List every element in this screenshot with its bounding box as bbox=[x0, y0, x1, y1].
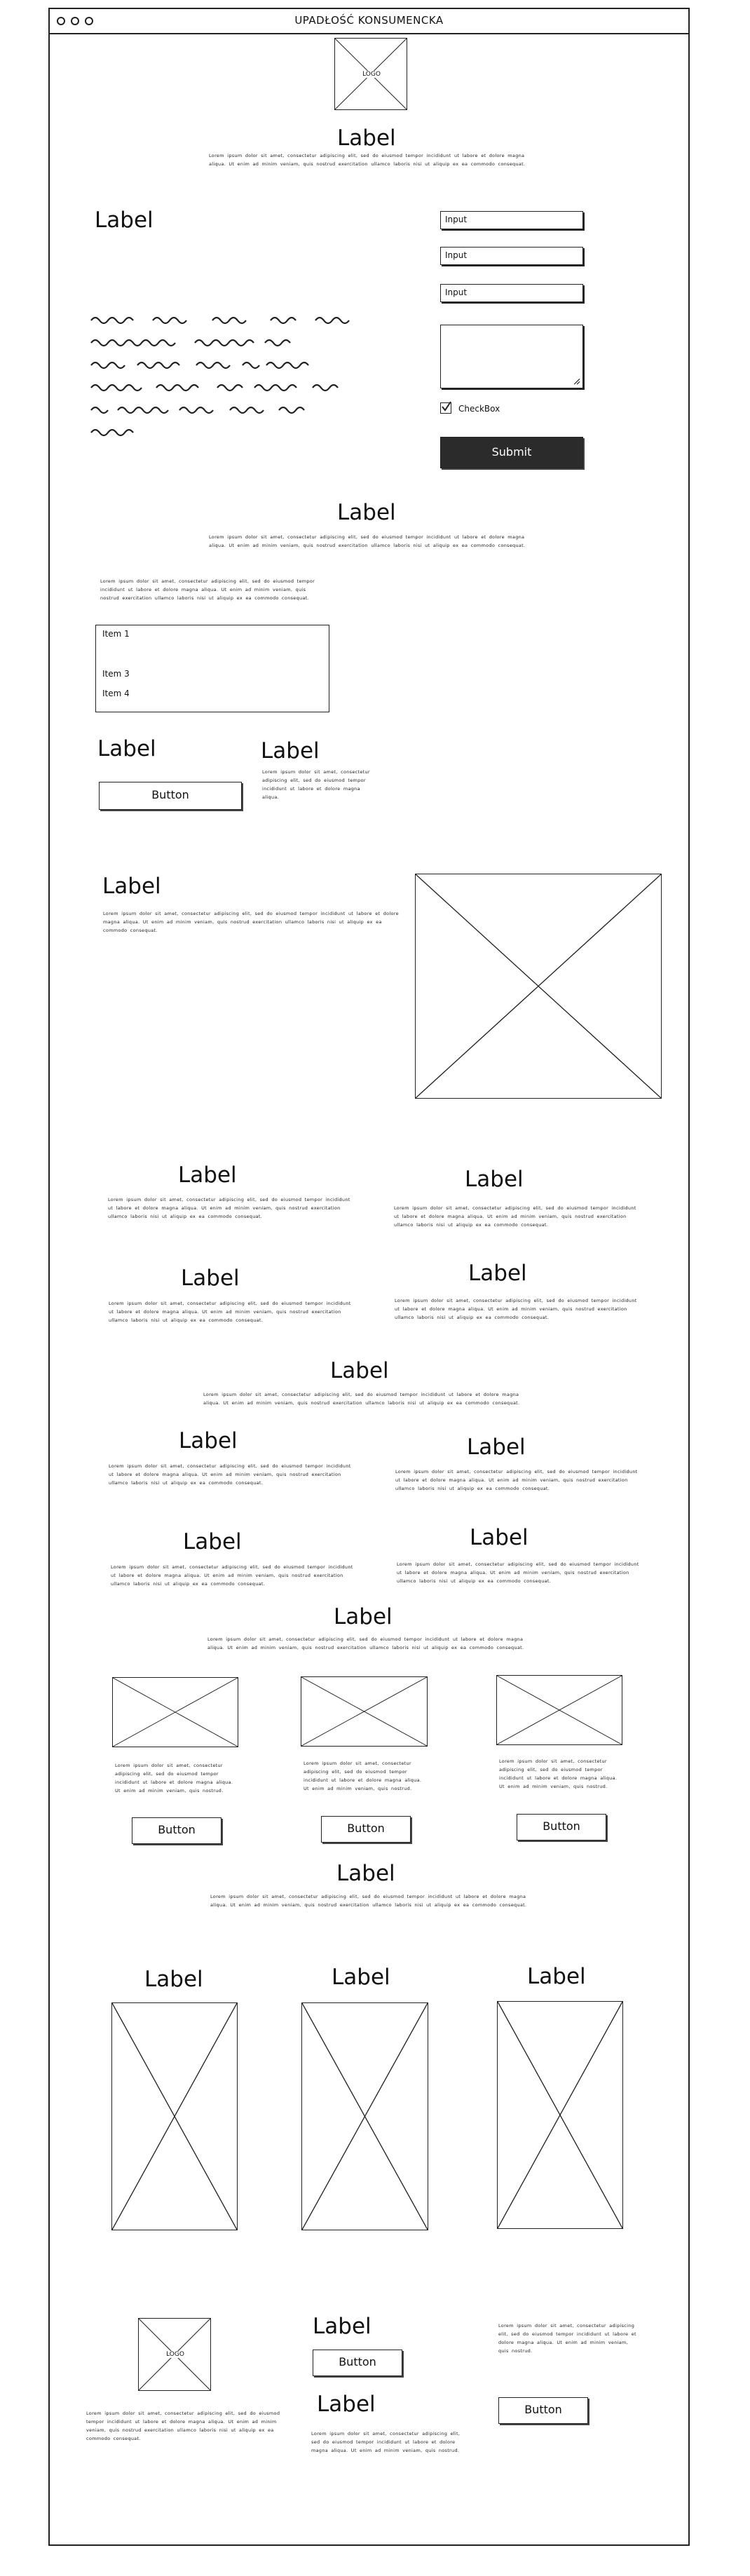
list-item[interactable]: Item 3 bbox=[102, 669, 130, 679]
grid-label: Label bbox=[178, 1162, 237, 1188]
grid-label: Label bbox=[468, 1261, 527, 1286]
grid-label: Label bbox=[179, 1428, 238, 1453]
logo-text: LOGO bbox=[361, 71, 382, 78]
grid-label: Label bbox=[470, 1525, 529, 1550]
gallery-section-text: Lorem ipsum dolor sit amet, consectetur adipiscing elit, sed do eiusmod tempor incididunt ut labore et dolore magna aliqua. Ut enim ad minim veniam, quis nostrud exercitation ullamco laboris nisi ut aliquip ex ea commodo consequat. bbox=[210, 1894, 527, 1908]
footer-text: Lorem ipsum dolor sit amet, consectetur adipiscing elit, sed do eiusmod tempor incididunt ut labore et dolore magna aliqua. Ut enim ad minim veniam, quis nostrud. bbox=[498, 2323, 636, 2354]
gallery-image-placeholder bbox=[301, 2002, 428, 2230]
scribbled-text bbox=[90, 312, 419, 445]
header-logo-placeholder bbox=[334, 38, 407, 110]
submit-button[interactable]: Submit bbox=[440, 437, 583, 468]
window-title: UPADŁOŚĆ KONSUMENCKA bbox=[294, 14, 444, 27]
form-input-1[interactable]: Input bbox=[440, 211, 583, 229]
footer-button[interactable]: Button bbox=[313, 2350, 402, 2376]
grid-text: Lorem ipsum dolor sit amet, consectetur adipiscing elit, sed do eiusmod tempor incididunt ut labore et dolore magna aliqua. Ut enim ad minim veniam, quis nostrud exercitation ullamco laboris nisi ut aliquip ex ea commodo consequat. bbox=[395, 1469, 638, 1491]
card-button[interactable]: Button bbox=[132, 1817, 221, 1844]
list-item[interactable]: Item 4 bbox=[102, 689, 130, 698]
form-checkbox[interactable] bbox=[440, 402, 451, 414]
hero-label: Label bbox=[337, 126, 396, 151]
gallery-section-label: Label bbox=[336, 1861, 395, 1886]
form-textarea[interactable] bbox=[440, 325, 583, 388]
cards-section-label: Label bbox=[334, 1604, 393, 1629]
section-label: Label bbox=[337, 500, 396, 525]
check-icon bbox=[440, 401, 451, 412]
button[interactable]: Button bbox=[99, 782, 242, 810]
section-label: Label bbox=[330, 1358, 389, 1383]
grid-text: Lorem ipsum dolor sit amet, consectetur adipiscing elit, sed do eiusmod tempor incididunt ut labore et dolore magna aliqua. Ut enim ad minim veniam, quis nostrud exercitation ullamco laboris nisi ut aliquip ex ea commodo consequat. bbox=[394, 1205, 636, 1228]
logo-text: LOGO bbox=[165, 2351, 186, 2358]
side-text: Lorem ipsum dolor sit amet, consectetur adipiscing elit, sed do eiusmod tempor incididunt ut labore et dolore magna aliqua. bbox=[262, 769, 370, 800]
footer-label: Label bbox=[317, 2392, 376, 2417]
title-bar bbox=[50, 9, 688, 34]
grid-label: Label bbox=[465, 1167, 524, 1192]
feature-label: Label bbox=[102, 874, 161, 899]
card-text: Lorem ipsum dolor sit amet, consectetur adipiscing elit, sed do eiusmod tempor incididunt ut labore et dolore magna aliqua. Ut enim ad minim veniam, quis nostrud. bbox=[499, 1758, 618, 1789]
list-intro-text: Lorem ipsum dolor sit amet, consectetur adipiscing elit, sed do eiusmod tempor incididunt ut labore et dolore magna aliqua. Ut enim ad minim veniam, quis nostrud exercitation ullamco laboris nisi ut aliquip ex ea commodo consequat. bbox=[100, 578, 315, 601]
grid-text: Lorem ipsum dolor sit amet, consectetur adipiscing elit, sed do eiusmod tempor incididunt ut labore et dolore magna aliqua. Ut enim ad minim veniam, quis nostrud exercitation ullamco laboris nisi ut aliquip ex ea commodo consequat. bbox=[109, 1301, 351, 1323]
card-image-placeholder bbox=[496, 1675, 622, 1745]
grid-label: Label bbox=[467, 1435, 526, 1460]
section-text: Lorem ipsum dolor sit amet, consectetur adipiscing elit, sed do eiusmod tempor incididunt ut labore et dolore magna aliqua. Ut enim ad minim veniam, quis nostrud exercitation ullamco laboris nisi ut aliquip ex ea commodo consequat. bbox=[209, 534, 526, 548]
gallery-label: Label bbox=[332, 1965, 390, 1990]
card-image-placeholder bbox=[301, 1676, 428, 1747]
form-input-3[interactable]: Input bbox=[440, 284, 583, 302]
section-text: Lorem ipsum dolor sit amet, consectetur adipiscing elit, sed do eiusmod tempor incididunt ut labore et dolore magna aliqua. Ut enim ad minim veniam, quis nostrud exercitation ullamco laboris nisi ut aliquip ex ea commodo consequat. bbox=[203, 1392, 520, 1406]
card-button[interactable]: Button bbox=[517, 1814, 606, 1841]
card-text: Lorem ipsum dolor sit amet, consectetur adipiscing elit, sed do eiusmod tempor incididunt ut labore et dolore magna aliqua. Ut enim ad minim veniam, quis nostrud. bbox=[304, 1761, 422, 1791]
gallery-image-placeholder bbox=[497, 2001, 623, 2229]
card-button[interactable]: Button bbox=[321, 1816, 411, 1843]
hero-text: Lorem ipsum dolor sit amet, consectetur adipiscing elit, sed do eiusmod tempor incididunt ut labore et dolore magna aliqua. Ut enim ad minim veniam, quis nostrud exercitation ullamco laboris nisi ut aliquip ex ea commodo consequat. bbox=[209, 153, 526, 167]
section-label: Label bbox=[97, 736, 156, 761]
grid-text: Lorem ipsum dolor sit amet, consectetur adipiscing elit, sed do eiusmod tempor incididunt ut labore et dolore magna aliqua. Ut enim ad minim veniam, quis nostrud exercitation ullamco laboris nisi ut aliquip ex ea commodo consequat. bbox=[109, 1463, 351, 1486]
grid-text: Lorem ipsum dolor sit amet, consectetur adipiscing elit, sed do eiusmod tempor incididunt ut labore et dolore magna aliqua. Ut enim ad minim veniam, quis nostrud exercitation ullamco laboris nisi ut aliquip ex ea commodo consequat. bbox=[395, 1298, 637, 1320]
gallery-label: Label bbox=[144, 1967, 203, 1992]
grid-label: Label bbox=[181, 1266, 240, 1291]
grid-text: Lorem ipsum dolor sit amet, consectetur adipiscing elit, sed do eiusmod tempor incididunt ut labore et dolore magna aliqua. Ut enim ad minim veniam, quis nostrud exercitation ullamco laboris nisi ut aliquip ex ea commodo consequat. bbox=[111, 1564, 353, 1587]
card-text: Lorem ipsum dolor sit amet, consectetur adipiscing elit, sed do eiusmod tempor incididunt ut labore et dolore magna aliqua. Ut enim ad minim veniam, quis nostrud. bbox=[115, 1763, 233, 1794]
form-section-label: Label bbox=[95, 208, 154, 233]
feature-image-placeholder bbox=[415, 874, 662, 1099]
grid-label: Label bbox=[183, 1529, 242, 1554]
footer-logo-placeholder bbox=[138, 2318, 211, 2391]
gallery-image-placeholder bbox=[111, 2002, 238, 2230]
form-input-2[interactable]: Input bbox=[440, 247, 583, 265]
checkbox-label: CheckBox bbox=[458, 404, 500, 414]
list-item[interactable]: Item 1 bbox=[102, 629, 130, 639]
item-list[interactable] bbox=[95, 625, 329, 712]
cards-section-text: Lorem ipsum dolor sit amet, consectetur adipiscing elit, sed do eiusmod tempor incididunt ut labore et dolore magna aliqua. Ut enim ad minim veniam, quis nostrud exercitation ullamco laboris nisi ut aliquip ex ea commodo consequat. bbox=[207, 1636, 524, 1650]
textarea-resize-icon bbox=[441, 325, 582, 388]
footer-text: Lorem ipsum dolor sit amet, consectetur adipiscing elit, sed do eiusmod tempor incididunt ut labore et dolore magna aliqua. Ut enim ad minim veniam, quis nostrud. bbox=[311, 2431, 461, 2453]
grid-text: Lorem ipsum dolor sit amet, consectetur adipiscing elit, sed do eiusmod tempor incididunt ut labore et dolore magna aliqua. Ut enim ad minim veniam, quis nostrud exercitation ullamco laboris nisi ut aliquip ex ea commodo consequat. bbox=[108, 1197, 350, 1219]
card-image-placeholder bbox=[112, 1677, 238, 1747]
footer-label: Label bbox=[313, 2314, 371, 2339]
grid-text: Lorem ipsum dolor sit amet, consectetur adipiscing elit, sed do eiusmod tempor incididunt ut labore et dolore magna aliqua. Ut enim ad minim veniam, quis nostrud exercitation ullamco laboris nisi ut aliquip ex ea commodo consequat. bbox=[397, 1561, 639, 1584]
gallery-label: Label bbox=[527, 1964, 586, 1989]
footer-button[interactable]: Button bbox=[498, 2397, 588, 2424]
feature-text: Lorem ipsum dolor sit amet, consectetur adipiscing elit, sed do eiusmod tempor incididunt ut labore et dolore magna aliqua. Ut enim ad minim veniam, quis nostrud exercitation ullamco laboris nisi ut aliquip ex ea commodo consequat. bbox=[103, 911, 399, 933]
footer-text: Lorem ipsum dolor sit amet, consectetur adipiscing elit, sed do eiusmod tempor incididunt ut labore et dolore magna aliqua. Ut enim ad minim veniam, quis nostrud exercitation ullamco laboris nisi ut aliquip ex ea commodo consequat. bbox=[86, 2411, 280, 2441]
section-label: Label bbox=[261, 738, 320, 764]
